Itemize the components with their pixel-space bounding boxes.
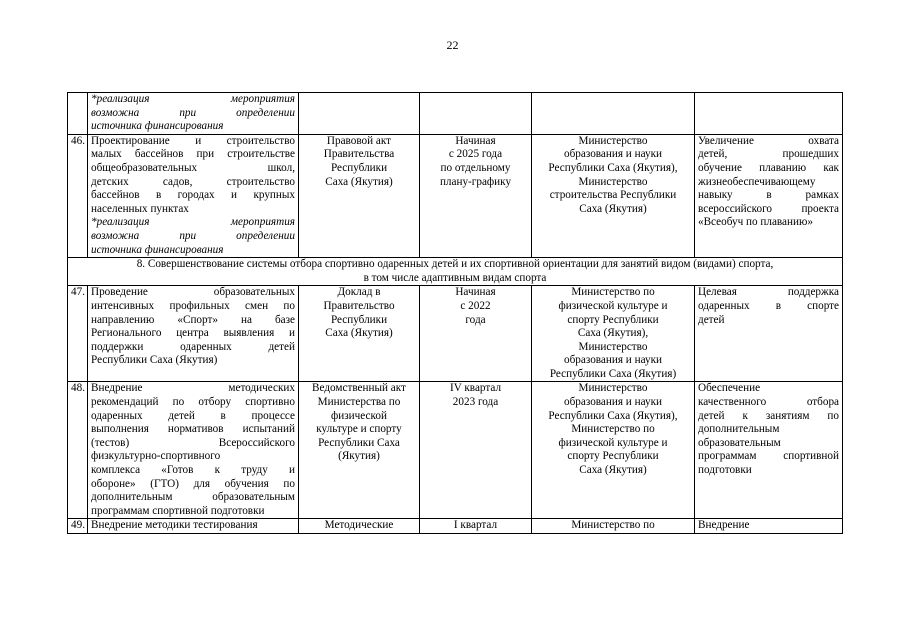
row-number xyxy=(68,93,88,135)
cell-line: (тестов) Всероссийского xyxy=(91,436,295,449)
executor-cell xyxy=(532,93,695,135)
cell-line: Министерство xyxy=(578,340,648,353)
executor-cell xyxy=(532,382,695,519)
table-row xyxy=(68,382,843,519)
cell-line: Саха (Якутия), xyxy=(577,327,649,340)
cell-line: *реализация мероприятия xyxy=(91,93,295,105)
term-cell xyxy=(420,93,532,135)
cell-line: Внедрение методики тестирования xyxy=(91,519,258,532)
cell-line: образования и науки xyxy=(564,148,662,161)
cell-line: выполнения нормативов испытаний xyxy=(91,423,295,436)
cell-line: строительства Республики xyxy=(549,189,677,202)
document-cell xyxy=(299,286,420,382)
cell-line: Обеспечение xyxy=(698,382,761,395)
row-number: 48. xyxy=(68,382,88,519)
cell-line: интенсивных профильных смен по xyxy=(91,299,295,312)
cell-line: Проектирование и строительство xyxy=(91,134,295,147)
cell-line: Правительство xyxy=(323,299,395,312)
cell-line: поддержки одаренных детей xyxy=(91,340,295,353)
cell-line: Республики Саха (Якутия), xyxy=(548,409,678,422)
cell-line: одаренных детей в процессе xyxy=(91,409,295,422)
cell-line: Республики Саха (Якутия), xyxy=(548,161,678,174)
cell-line: Проведение образовательных xyxy=(91,286,295,299)
cell-line: программам спортивной xyxy=(698,450,839,463)
row-number: 49. xyxy=(68,519,88,534)
cell-line: *реализация мероприятия xyxy=(91,216,295,229)
cell-line: всероссийского проекта xyxy=(698,202,839,215)
cell-line: Саха (Якутия) xyxy=(579,464,647,477)
cell-line: Республики Саха xyxy=(318,436,400,449)
cell-line: Саха (Якутия) xyxy=(325,327,393,340)
cell-line: источника финансирования xyxy=(91,243,224,256)
cell-line: Доклад в xyxy=(337,286,381,299)
term-cell xyxy=(420,134,532,257)
cell-line: общеобразовательных школ, xyxy=(91,161,295,174)
measure-cell xyxy=(88,519,299,534)
cell-line: образования и науки xyxy=(564,354,662,367)
cell-line: подготовки xyxy=(698,464,752,477)
cell-line: Министерства по xyxy=(317,396,401,409)
cell-line: детских садов, строительство xyxy=(91,175,295,188)
section-heading xyxy=(68,258,843,286)
cell-line: физической культуре и xyxy=(558,436,668,449)
cell-line: Республики Саха (Якутия) xyxy=(91,354,218,367)
cell-line: Внедрение методических xyxy=(91,382,295,395)
cell-line: возможна при определении xyxy=(91,229,295,242)
cell-line: Республики xyxy=(330,313,388,326)
result-cell xyxy=(695,519,843,534)
cell-line: Министерство xyxy=(578,175,648,188)
cell-line: I квартал xyxy=(453,519,498,532)
term-cell xyxy=(420,382,532,519)
cell-line: дополнительным xyxy=(698,423,780,436)
table-row xyxy=(68,286,843,382)
section-heading-line: 8. Совершенствование системы отбора спортивно одаренных детей и их спортивной ориентации для занятий видом (видами) спорта, xyxy=(136,258,774,271)
row-number: 46. xyxy=(68,134,88,257)
cell-line: плану-графику xyxy=(439,175,512,188)
table-row xyxy=(68,93,843,135)
row-number: 47. xyxy=(68,286,88,382)
measure-cell xyxy=(88,382,299,519)
result-cell xyxy=(695,134,843,257)
cell-line: обороне» (ГТО) для обучения по xyxy=(91,477,295,490)
cell-line: Ведомственный акт xyxy=(312,382,406,395)
measure-cell xyxy=(88,134,299,257)
cell-line: с 2025 года xyxy=(448,148,503,161)
cell-line: Саха (Якутия) xyxy=(325,175,393,188)
cell-line: Начиная xyxy=(455,286,496,299)
cell-line: качественного отбора xyxy=(698,396,839,409)
cell-line: бассейнов в городах и крупных xyxy=(91,189,295,202)
cell-line: Саха (Якутия) xyxy=(579,202,647,215)
cell-line: образовательным xyxy=(698,436,781,449)
cell-line: спорту Республики xyxy=(567,313,659,326)
cell-line: навыку в рамках xyxy=(698,189,839,202)
cell-line: обучение плаванию как xyxy=(698,161,839,174)
cell-line: жизнеобеспечивающему xyxy=(698,175,816,188)
section-heading-line: в том числе адаптивным видам спорта xyxy=(363,271,547,284)
cell-line: программам спортивной подготовки xyxy=(91,504,265,517)
page-number: 22 xyxy=(446,38,459,52)
cell-line: физкультурно-спортивного xyxy=(91,450,221,463)
document-cell xyxy=(299,382,420,519)
cell-line: возможна при определении xyxy=(91,106,295,119)
cell-line: Министерство по xyxy=(571,423,655,436)
cell-line: (Якутия) xyxy=(338,450,380,463)
cell-line: малых бассейнов при строительстве xyxy=(91,148,295,161)
result-cell xyxy=(695,286,843,382)
table-row xyxy=(68,519,843,534)
cell-line: Правовой акт xyxy=(326,134,392,147)
cell-line: детей к занятиям по xyxy=(698,409,839,422)
cell-line: Республики Саха (Якутия) xyxy=(549,367,677,380)
cell-line: направлению «Спорт» на базе xyxy=(91,313,295,326)
cell-line: по отдельному xyxy=(440,161,511,174)
cell-line: физической xyxy=(331,409,387,422)
cell-line: Внедрение xyxy=(698,519,750,532)
cell-line: с 2022 xyxy=(460,299,491,312)
cell-line: Правительства xyxy=(323,148,395,161)
cell-line: «Всеобуч по плаванию» xyxy=(698,216,813,229)
cell-line: Республики xyxy=(330,161,388,174)
measures-table xyxy=(67,92,843,534)
document-cell xyxy=(299,93,420,135)
cell-line: населенных пунктах xyxy=(91,202,189,215)
result-cell xyxy=(695,93,843,135)
executor-cell xyxy=(532,519,695,534)
cell-line: Увеличение охвата xyxy=(698,134,839,147)
document-cell xyxy=(299,519,420,534)
document-cell xyxy=(299,134,420,257)
cell-line: образования и науки xyxy=(564,396,662,409)
executor-cell xyxy=(532,134,695,257)
cell-line: рекомендаций по отбору спортивно xyxy=(91,396,295,409)
cell-line: Министерство xyxy=(578,134,648,147)
cell-line: детей xyxy=(698,313,725,326)
cell-line: IV квартал xyxy=(449,382,502,395)
cell-line: Целевая поддержка xyxy=(698,286,839,299)
cell-line: 2023 года xyxy=(452,396,499,409)
cell-line: дополнительным образовательным xyxy=(91,491,295,504)
section-row xyxy=(68,258,843,286)
cell-line: физической культуре и xyxy=(558,299,668,312)
cell-line: источника финансирования xyxy=(91,120,224,133)
cell-line: Министерство по xyxy=(571,286,655,299)
measure-cell xyxy=(88,286,299,382)
cell-line: Министерство по xyxy=(571,519,655,532)
table-row xyxy=(68,134,843,257)
cell-line: года xyxy=(465,313,486,326)
cell-line: детей, прошедших xyxy=(698,148,839,161)
result-cell xyxy=(695,382,843,519)
cell-line: культуре и спорту xyxy=(316,423,402,436)
term-cell xyxy=(420,286,532,382)
cell-line: одаренных в спорте xyxy=(698,299,839,312)
measure-cell xyxy=(88,93,299,135)
cell-line: спорту Республики xyxy=(567,450,659,463)
cell-line: Регионального центра выявления и xyxy=(91,327,295,340)
cell-line: Начиная xyxy=(455,134,496,147)
executor-cell xyxy=(532,286,695,382)
cell-line: Методические xyxy=(324,519,394,532)
term-cell xyxy=(420,519,532,534)
cell-line: Министерство xyxy=(578,382,648,395)
cell-line: комплекса «Готов к труду и xyxy=(91,464,295,477)
